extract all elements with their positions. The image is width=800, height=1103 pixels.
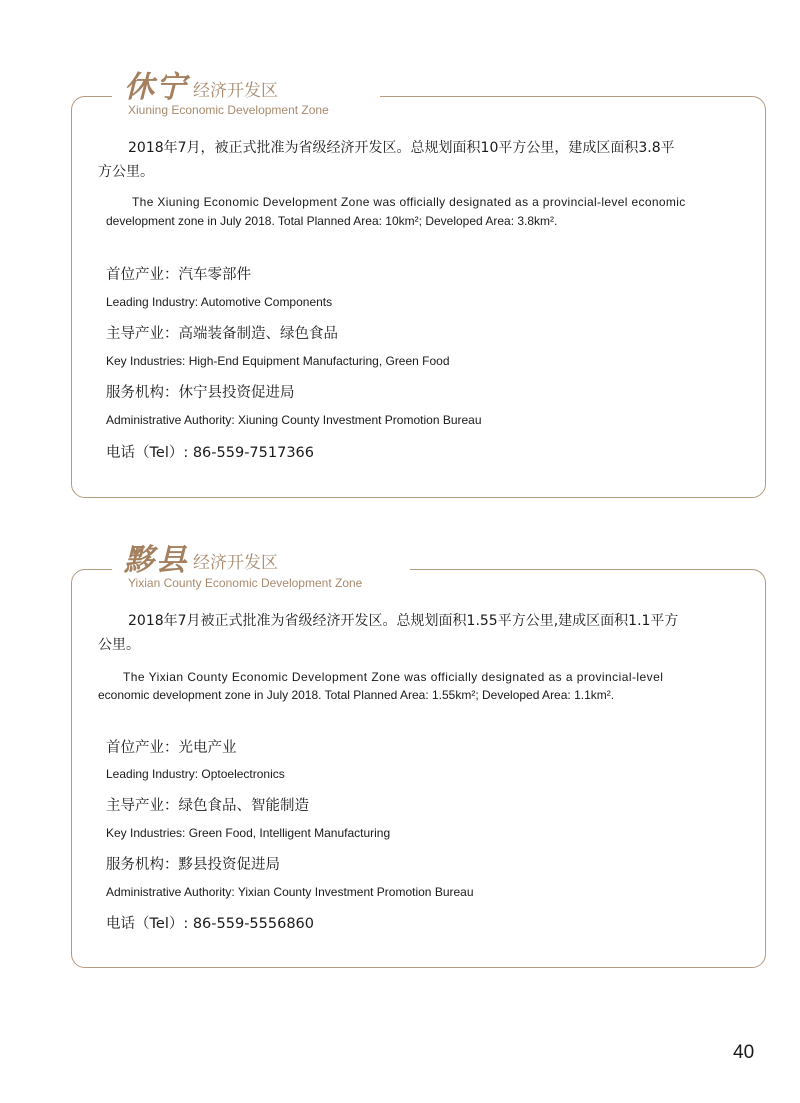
leading-industry-en: Leading Industry: Optoelectronics (106, 767, 285, 781)
zone-title-en: Yixian County Economic Development Zone (128, 576, 363, 590)
zone-title-suffix: 经济开发区 (193, 553, 278, 573)
desc-cn-line1: 2018年7月，被正式批准为省级经济开发区。总规划面积10平方公里，建成区面积3.8平 (128, 140, 675, 156)
leading-industry-en: Leading Industry: Automotive Components (106, 295, 333, 309)
telephone: 电话（Tel）: 86-559-5556860 (106, 916, 315, 932)
authority-cn: 服务机构：黟县投资促进局 (106, 857, 280, 873)
leading-industry-cn: 首位产业：光电产业 (106, 740, 237, 756)
key-industries-cn: 主导产业：高端装备制造、绿色食品 (106, 326, 338, 342)
zone-title-suffix: 经济开发区 (193, 81, 278, 101)
page-number: 40 (733, 1042, 755, 1063)
telephone: 电话（Tel）: 86-559-7517366 (106, 445, 315, 461)
authority-en: Administrative Authority: Xiuning County Investment Promotion Bureau (106, 413, 482, 427)
zone-title-en: Xiuning Economic Development Zone (128, 103, 329, 117)
key-industries-cn: 主导产业：绿色食品、智能制造 (106, 798, 309, 814)
desc-en-line2: economic development zone in July 2018. Total Planned Area: 1.55km²; Developed Area: 1.1km². (98, 688, 615, 702)
desc-en-line1: The Xiuning Economic Development Zone was officially designated as a provincial-level economic (132, 195, 686, 209)
desc-cn-line1: 2018年7月被正式批准为省级经济开发区。总规划面积1.55平方公里,建成区面积1.1平方 (128, 613, 679, 629)
zone-title-calligraphy: 休宁 (124, 70, 188, 105)
key-industries-en: Key Industries: Green Food, Intelligent Manufacturing (106, 826, 391, 840)
leading-industry-cn: 首位产业：汽车零部件 (106, 267, 251, 283)
zone-title-calligraphy: 黟县 (124, 543, 188, 578)
authority-en: Administrative Authority: Yixian County Investment Promotion Bureau (106, 885, 474, 899)
desc-cn-line2: 方公里。 (98, 164, 154, 180)
desc-en-line2: development zone in July 2018. Total Planned Area: 10km²; Developed Area: 3.8km². (106, 214, 558, 228)
key-industries-en: Key Industries: High-End Equipment Manufacturing, Green Food (106, 354, 450, 368)
authority-cn: 服务机构：休宁县投资促进局 (106, 385, 295, 401)
desc-cn-line2: 公里。 (98, 637, 140, 653)
desc-en-line1: The Yixian County Economic Development Zone was officially designated as a provincial-level (123, 670, 664, 684)
